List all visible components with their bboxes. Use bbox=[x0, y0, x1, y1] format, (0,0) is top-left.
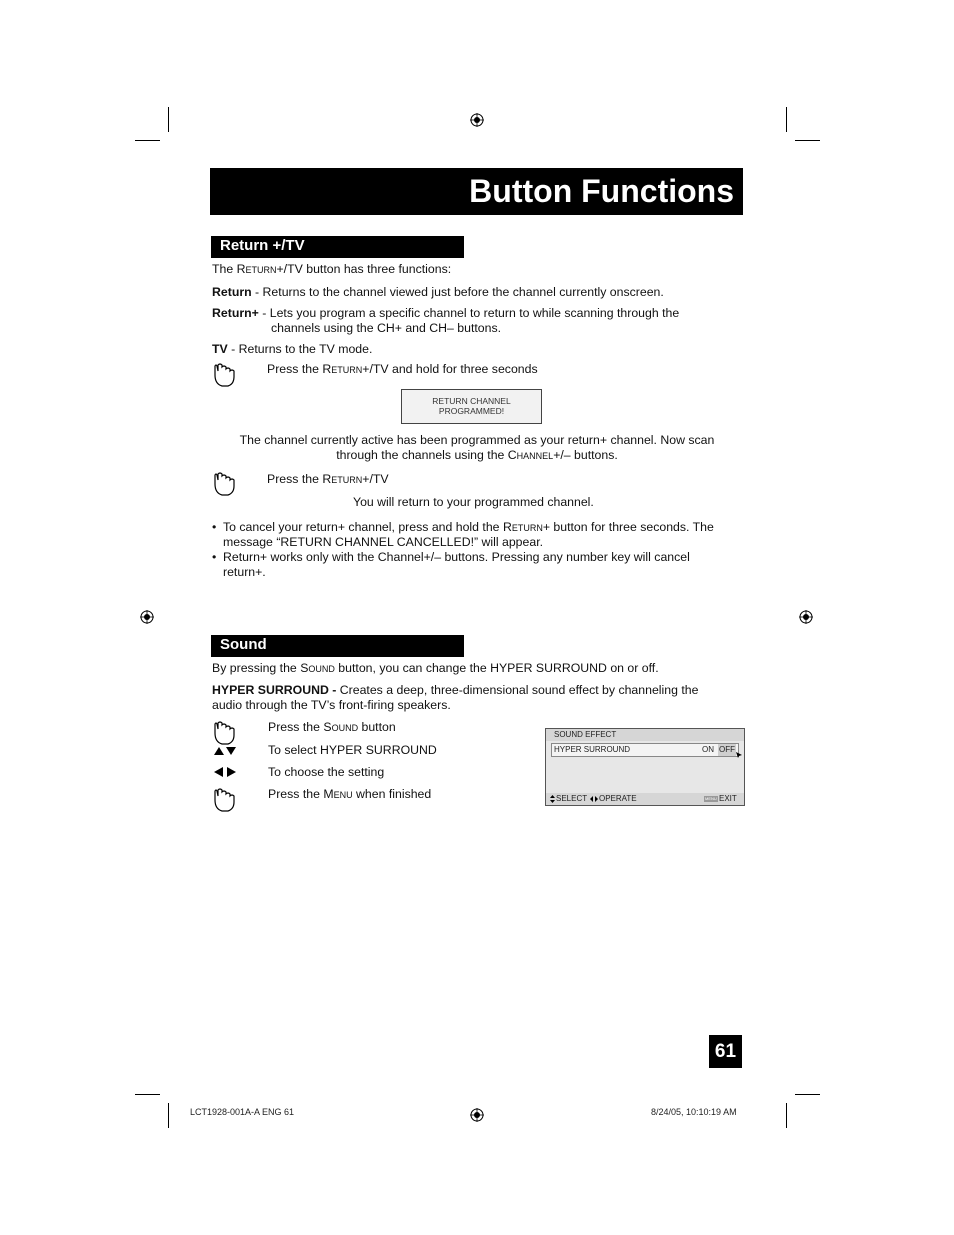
return-term: Return bbox=[212, 285, 252, 299]
cursor-icon bbox=[735, 751, 743, 759]
crop-mark bbox=[786, 107, 787, 132]
bullet2-line2: return+. bbox=[223, 565, 266, 579]
sound-step1 bbox=[268, 720, 396, 735]
sound-intro-key: Sound bbox=[300, 661, 335, 675]
sound-intro bbox=[212, 661, 659, 676]
return-step2-result: You will return to your programmed channel. bbox=[353, 495, 594, 509]
return-note-post: +/– buttons. bbox=[553, 448, 618, 462]
crop-mark bbox=[135, 140, 160, 141]
hyper-surround-desc-1: Creates a deep, three-dimensional sound effect by channeling the bbox=[336, 683, 699, 697]
return-step1-pre: Press the bbox=[267, 362, 323, 376]
footer-timestamp: 8/24/05, 10:10:19 AM bbox=[651, 1107, 737, 1117]
registration-mark-icon bbox=[799, 610, 813, 624]
registration-mark-icon bbox=[470, 113, 484, 127]
crop-mark bbox=[168, 107, 169, 132]
osd-header bbox=[546, 729, 744, 741]
osd-footer-exit: EXIT bbox=[719, 794, 737, 803]
hand-press-icon bbox=[212, 362, 236, 388]
osd-on-option: ON bbox=[702, 745, 714, 754]
tv-desc: - Returns to the TV mode. bbox=[227, 342, 373, 356]
sound-step1-post: button bbox=[358, 720, 396, 734]
section-heading-return bbox=[211, 236, 464, 258]
sound-intro-post: button, you can change the HYPER SURROUND on or off. bbox=[334, 661, 659, 675]
bullet1-post: + button for three seconds. The bbox=[542, 520, 714, 534]
return-note-line2 bbox=[212, 448, 742, 463]
tv-term: TV bbox=[212, 342, 228, 356]
osd-header-label: SOUND EFFECT bbox=[554, 730, 617, 739]
return-step1 bbox=[267, 362, 538, 377]
left-right-arrows-icon bbox=[213, 766, 237, 778]
page-title: Button Functions bbox=[469, 173, 734, 209]
returnplus-term: Return+ bbox=[212, 306, 259, 320]
return-definition bbox=[212, 285, 664, 300]
crop-mark bbox=[786, 1103, 787, 1128]
hyper-surround-desc-2: audio through the TV’s front-firing speakers. bbox=[212, 698, 451, 712]
section-heading-sound bbox=[211, 635, 464, 657]
return-intro bbox=[212, 262, 451, 277]
hand-press-icon bbox=[212, 720, 236, 746]
bullet1-key: Return bbox=[502, 520, 543, 534]
hand-press-icon bbox=[212, 471, 236, 497]
crop-mark bbox=[168, 1103, 169, 1128]
osd-menu-key-icon: MENU bbox=[705, 796, 717, 801]
section-heading-sound-label: Sound bbox=[220, 636, 267, 653]
left-right-small-icon bbox=[590, 796, 598, 802]
return-step1-key: Return bbox=[322, 362, 363, 376]
footer-file-id: LCT1928-001A-A ENG 61 bbox=[190, 1107, 295, 1117]
hand-press-icon bbox=[212, 787, 236, 813]
return-desc: - Returns to the channel viewed just before the channel currently onscreen. bbox=[251, 285, 664, 299]
section-heading-return-label: Return +/TV bbox=[220, 237, 305, 254]
return-note-line1: The channel currently active has been programmed as your return+ channel. Now scan bbox=[239, 433, 715, 447]
osd-hyper-surround-row bbox=[551, 743, 739, 757]
return-note-pre: through the channels using the bbox=[336, 448, 508, 462]
sound-step1-key: Sound bbox=[323, 720, 359, 734]
page-number: 61 bbox=[709, 1035, 742, 1068]
return-osd-box bbox=[401, 389, 542, 424]
return-step1-post: +/TV and hold for three seconds bbox=[362, 362, 538, 376]
osd-row-label: HYPER SURROUND bbox=[554, 745, 631, 754]
sound-step4-pre: Press the bbox=[268, 787, 324, 801]
return-intro-key: Return bbox=[236, 262, 277, 276]
return-intro-pre: The bbox=[212, 262, 237, 276]
bullet-marker: • bbox=[212, 520, 217, 534]
up-down-arrows-icon bbox=[213, 745, 237, 757]
return-osd-line2: PROGRAMMED! bbox=[438, 406, 505, 416]
crop-mark bbox=[135, 1094, 160, 1095]
tv-definition bbox=[212, 342, 372, 357]
sound-step4-post: when finished bbox=[352, 787, 432, 801]
sound-intro-pre: By pressing the bbox=[212, 661, 301, 675]
osd-footer-operate: OPERATE bbox=[599, 794, 637, 803]
osd-off-option: OFF bbox=[719, 745, 735, 754]
up-down-small-icon bbox=[550, 795, 555, 803]
sound-step4 bbox=[268, 787, 431, 802]
return-intro-post: +/TV button has three functions: bbox=[276, 262, 452, 276]
sound-step3: To choose the setting bbox=[268, 765, 385, 779]
return-note-key: Channel bbox=[507, 448, 554, 462]
bullet1-line1 bbox=[223, 520, 714, 535]
bullet1-line2: message “RETURN CHANNEL CANCELLED!” will appear. bbox=[223, 535, 544, 549]
return-step2-key: Return bbox=[322, 472, 363, 486]
bullet-marker: • bbox=[212, 550, 217, 564]
hyper-surround-term: HYPER SURROUND - bbox=[212, 683, 337, 697]
sound-step2: To select HYPER SURROUND bbox=[268, 743, 437, 757]
return-step2-pre: Press the bbox=[267, 472, 323, 486]
returnplus-desc-2: channels using the CH+ and CH– buttons. bbox=[271, 321, 502, 335]
osd-footer-select: SELECT bbox=[556, 794, 588, 803]
sound-step4-key: Menu bbox=[323, 787, 353, 801]
returnplus-desc-1: - Lets you program a specific channel to return to while scanning through the bbox=[258, 306, 680, 320]
returnplus-definition bbox=[212, 306, 679, 321]
title-bar bbox=[210, 168, 743, 215]
return-step2-post: +/TV bbox=[362, 472, 389, 486]
return-step2 bbox=[267, 472, 389, 487]
sound-step1-pre: Press the bbox=[268, 720, 324, 734]
sound-effect-osd bbox=[545, 728, 745, 806]
bullet2-line1: Return+ works only with the Channel+/– buttons. Pressing any number key will cancel bbox=[223, 550, 690, 564]
bullet1-pre: To cancel your return+ channel, press and hold the bbox=[223, 520, 503, 534]
hyper-surround-definition bbox=[212, 683, 698, 698]
registration-mark-icon bbox=[140, 610, 154, 624]
registration-mark-icon bbox=[470, 1108, 484, 1122]
return-osd-line1: RETURN CHANNEL bbox=[432, 396, 511, 406]
crop-mark bbox=[795, 140, 820, 141]
crop-mark bbox=[795, 1094, 820, 1095]
osd-footer bbox=[546, 793, 744, 805]
